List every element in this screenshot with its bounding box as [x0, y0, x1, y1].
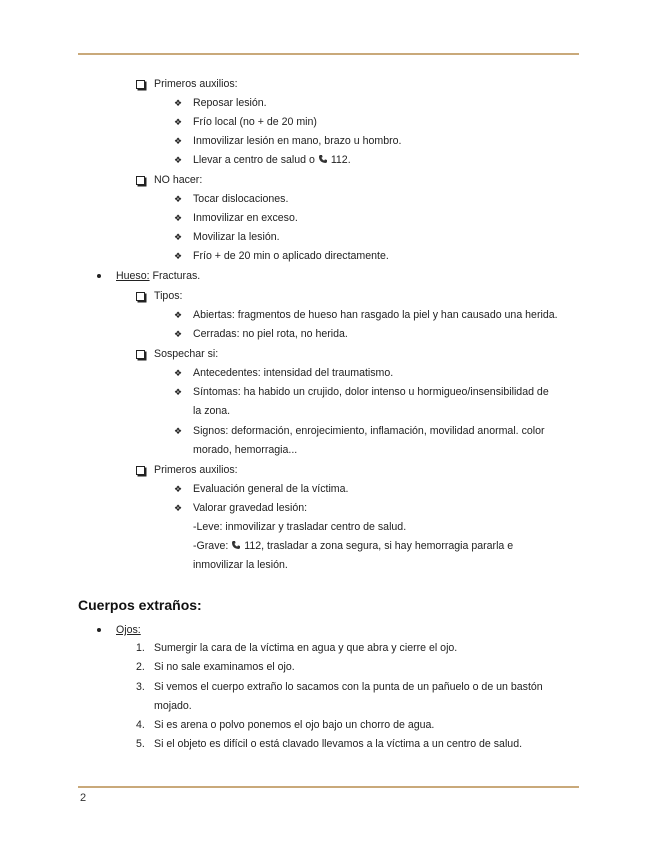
diamond-bullet: ❖ [174, 98, 183, 108]
hueso-text: Fracturas. [152, 270, 201, 282]
numbered-item-continuation: mojado. [154, 700, 192, 712]
list-item-continuation: -Grave: 112, trasladar a zona segura, si hay hemorragia pararla e [193, 540, 514, 552]
list-item: Movilizar la lesión. [193, 231, 280, 243]
numbered-item: Si es arena o polvo ponemos el ojo bajo un chorro de agua. [154, 719, 435, 731]
list-item: Inmovilizar lesión en mano, brazo u hombro. [193, 135, 402, 147]
hueso-label: Hueso: [116, 270, 150, 282]
phone-icon [231, 540, 241, 550]
ojos-label: Ojos: [116, 624, 141, 636]
section-title: Sospechar si: [154, 348, 219, 360]
list-number: 4. [136, 719, 145, 731]
diamond-bullet: ❖ [174, 155, 183, 165]
section-title: NO hacer: [154, 174, 203, 186]
list-item: Frío local (no + de 20 min) [193, 116, 317, 128]
round-bullet [97, 274, 101, 278]
round-bullet [97, 628, 101, 632]
list-item: Evaluación general de la víctima. [193, 483, 349, 495]
checkbox-bullet [136, 292, 145, 301]
list-number: 1. [136, 642, 145, 654]
list-item: Tocar dislocaciones. [193, 193, 289, 205]
list-item: Reposar lesión. [193, 97, 267, 109]
list-item: Frío + de 20 min o aplicado directamente. [193, 250, 389, 262]
diamond-bullet: ❖ [174, 368, 183, 378]
diamond-bullet: ❖ [174, 251, 183, 261]
checkbox-bullet [136, 466, 145, 475]
list-item-continuation: -Leve: inmovilizar y trasladar centro de salud. [193, 521, 407, 533]
phone-icon [318, 154, 328, 164]
numbered-item: Sumergir la cara de la víctima en agua y que abra y cierre el ojo. [154, 642, 458, 654]
numbered-item: Si vemos el cuerpo extraño lo sacamos con la punta de un pañuelo o de un bastón [154, 681, 543, 693]
diamond-bullet: ❖ [174, 503, 183, 513]
header-rule [78, 53, 579, 55]
numbered-item: Si el objeto es difícil o está clavado llevamos a la víctima a un centro de salud. [154, 738, 523, 750]
list-item-continuation: morado, hemorragia... [193, 444, 298, 456]
checkbox-bullet [136, 350, 145, 359]
list-item: Síntomas: ha habido un crujido, dolor intenso u hormigueo/insensibilidad de [193, 386, 549, 398]
diamond-bullet: ❖ [174, 232, 183, 242]
list-item: Inmovilizar en exceso. [193, 212, 298, 224]
hueso-item [116, 269, 200, 283]
footer-rule [78, 786, 579, 788]
list-item: Signos: deformación, enrojecimiento, inflamación, movilidad anormal. color [193, 425, 545, 437]
diamond-bullet: ❖ [174, 136, 183, 146]
section-title: Primeros auxilios: [154, 464, 238, 476]
page-number: 2 [80, 792, 87, 804]
numbered-item: Si no sale examinamos el ojo. [154, 661, 295, 673]
list-item: Cerradas: no piel rota, no herida. [193, 328, 348, 340]
list-item: Llevar a centro de salud o 112. [193, 154, 351, 166]
section-title: Primeros auxilios: [154, 78, 238, 90]
list-item-continuation: inmovilizar la lesión. [193, 559, 288, 571]
diamond-bullet: ❖ [174, 194, 183, 204]
list-number: 2. [136, 661, 145, 673]
diamond-bullet: ❖ [174, 426, 183, 436]
list-item: Antecedentes: intensidad del traumatismo. [193, 367, 394, 379]
section-heading: Cuerpos extraños: [78, 597, 202, 613]
checkbox-bullet [136, 176, 145, 185]
list-number: 3. [136, 681, 145, 693]
list-item: Valorar gravedad lesión: [193, 502, 308, 514]
list-number: 5. [136, 738, 145, 750]
diamond-bullet: ❖ [174, 484, 183, 494]
list-item: Abiertas: fragmentos de hueso han rasgado la piel y han causado una herida. [193, 309, 558, 321]
diamond-bullet: ❖ [174, 387, 183, 397]
diamond-bullet: ❖ [174, 329, 183, 339]
diamond-bullet: ❖ [174, 213, 183, 223]
checkbox-bullet [136, 80, 145, 89]
diamond-bullet: ❖ [174, 117, 183, 127]
list-item-continuation: la zona. [193, 405, 231, 417]
diamond-bullet: ❖ [174, 310, 183, 320]
section-title: Tipos: [154, 290, 183, 302]
